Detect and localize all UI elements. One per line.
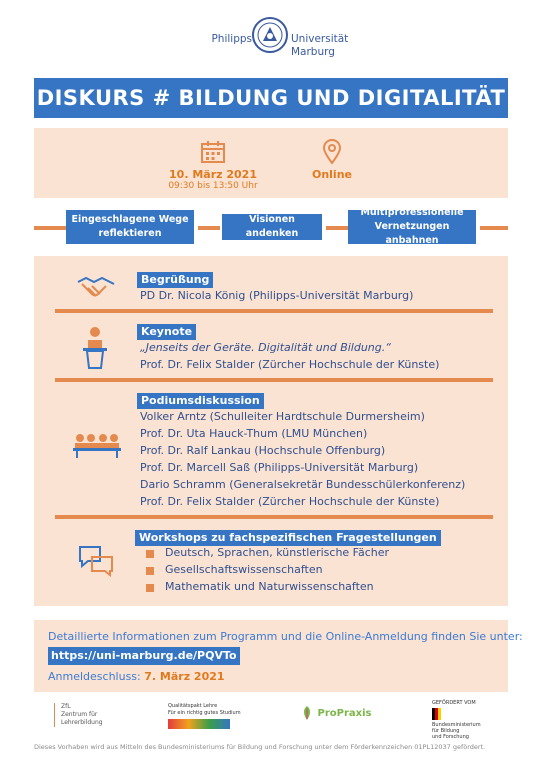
qualitaetspakt-logo: Qualitätspakt Lehre Für ein richtig gutes Studium [168,703,241,729]
event-time: 09:30 bis 13:50 Uhr [168,181,258,191]
section-title-workshops: Workshops zu fachspezifischen Fragestellungen [135,530,441,546]
speaker-podium-icon [80,326,110,370]
university-name-left: Philipps [211,33,252,45]
panelist: Prof. Dr. Marcell Saß (Philipps-Universität Marburg) [140,461,419,474]
theme-box-visions: Visionen andenken [222,214,322,240]
panelist: Prof. Dr. Ralf Lankau (Hochschule Offenburg) [140,444,386,457]
calendar-icon [200,140,226,164]
workshop-item: Mathematik und Naturwissenschaften [165,580,374,593]
workshop-item: Deutsch, Sprachen, künstlerische Fächer [165,546,390,559]
panelist: Prof. Dr. Uta Hauck-Thum (LMU München) [140,427,368,440]
german-flag-icon [432,708,481,722]
workshop-item: Gesellschaftswissenschaften [165,563,323,576]
bullet-square [146,584,154,592]
connector-line [198,226,220,230]
qualitaetspakt-color-bar [168,719,230,729]
welcome-speaker: PD Dr. Nicola König (Philipps-Universität Marburg) [140,289,414,302]
theme-box-reflect: Eingeschlagene Wege reflektieren [66,210,194,244]
university-name-right: Universität Marburg [291,33,349,58]
location-pin-icon [322,139,342,165]
connector-line [326,226,348,230]
section-divider [55,378,493,382]
keynote-speaker: Prof. Dr. Felix Stalder (Zürcher Hochschule der Künste) [140,358,440,371]
section-title-panel: Podiumsdiskussion [137,393,264,409]
zfl-logo: ZfL Zentrum für Lehrerbildung [54,703,103,727]
panelist: Volker Arntz (Schulleiter Hardtschule Durmersheim) [140,410,425,423]
section-title-keynote: Keynote [137,324,196,340]
connector-line [34,226,66,230]
event-format: Online [311,168,352,181]
section-title-welcome: Begrüßung [137,272,213,288]
registration-link[interactable]: https://uni-marburg.de/PQVTo [48,647,240,665]
registration-info-text: Detaillierte Informationen zum Programm und die Online-Anmeldung finden Sie unter: [48,630,523,643]
panelist: Prof. Dr. Felix Stalder (Zürcher Hochschule der Künste) [140,495,440,508]
leaf-icon [300,705,314,721]
bmbf-logo: GEFÖRDERT VOM Bundesministerium für Bildung und Forschung [432,700,481,740]
funding-note: Dieses Vorhaben wird aus Mitteln des Bundesministeriums für Bildung und Forschung unter dem Förderkennzeichen 01PL12037 gefördert. [34,743,486,751]
handshake-icon [76,274,116,302]
section-divider [55,309,493,313]
page-title: DISKURS # BILDUNG UND DIGITALITÄT [34,78,508,118]
panel-discussion-icon [72,432,122,458]
registration-deadline: Anmeldeschluss: 7. März 2021 [48,670,225,683]
bullet-square [146,567,154,575]
propraxis-logo: ProPraxis [300,705,371,721]
section-divider [55,515,493,519]
keynote-quote: „Jenseits der Geräte. Digitalität und Bildung.“ [140,341,391,354]
university-seal-icon [251,16,289,54]
event-date: 10. März 2021 [169,168,257,181]
bullet-square [146,550,154,558]
panelist: Dario Schramm (Generalsekretär Bundesschülerkonferenz) [140,478,466,491]
theme-box-network: Multiprofessionelle Vernetzungen anbahnen [348,210,476,244]
speech-bubbles-icon [76,543,116,577]
connector-line [480,226,508,230]
